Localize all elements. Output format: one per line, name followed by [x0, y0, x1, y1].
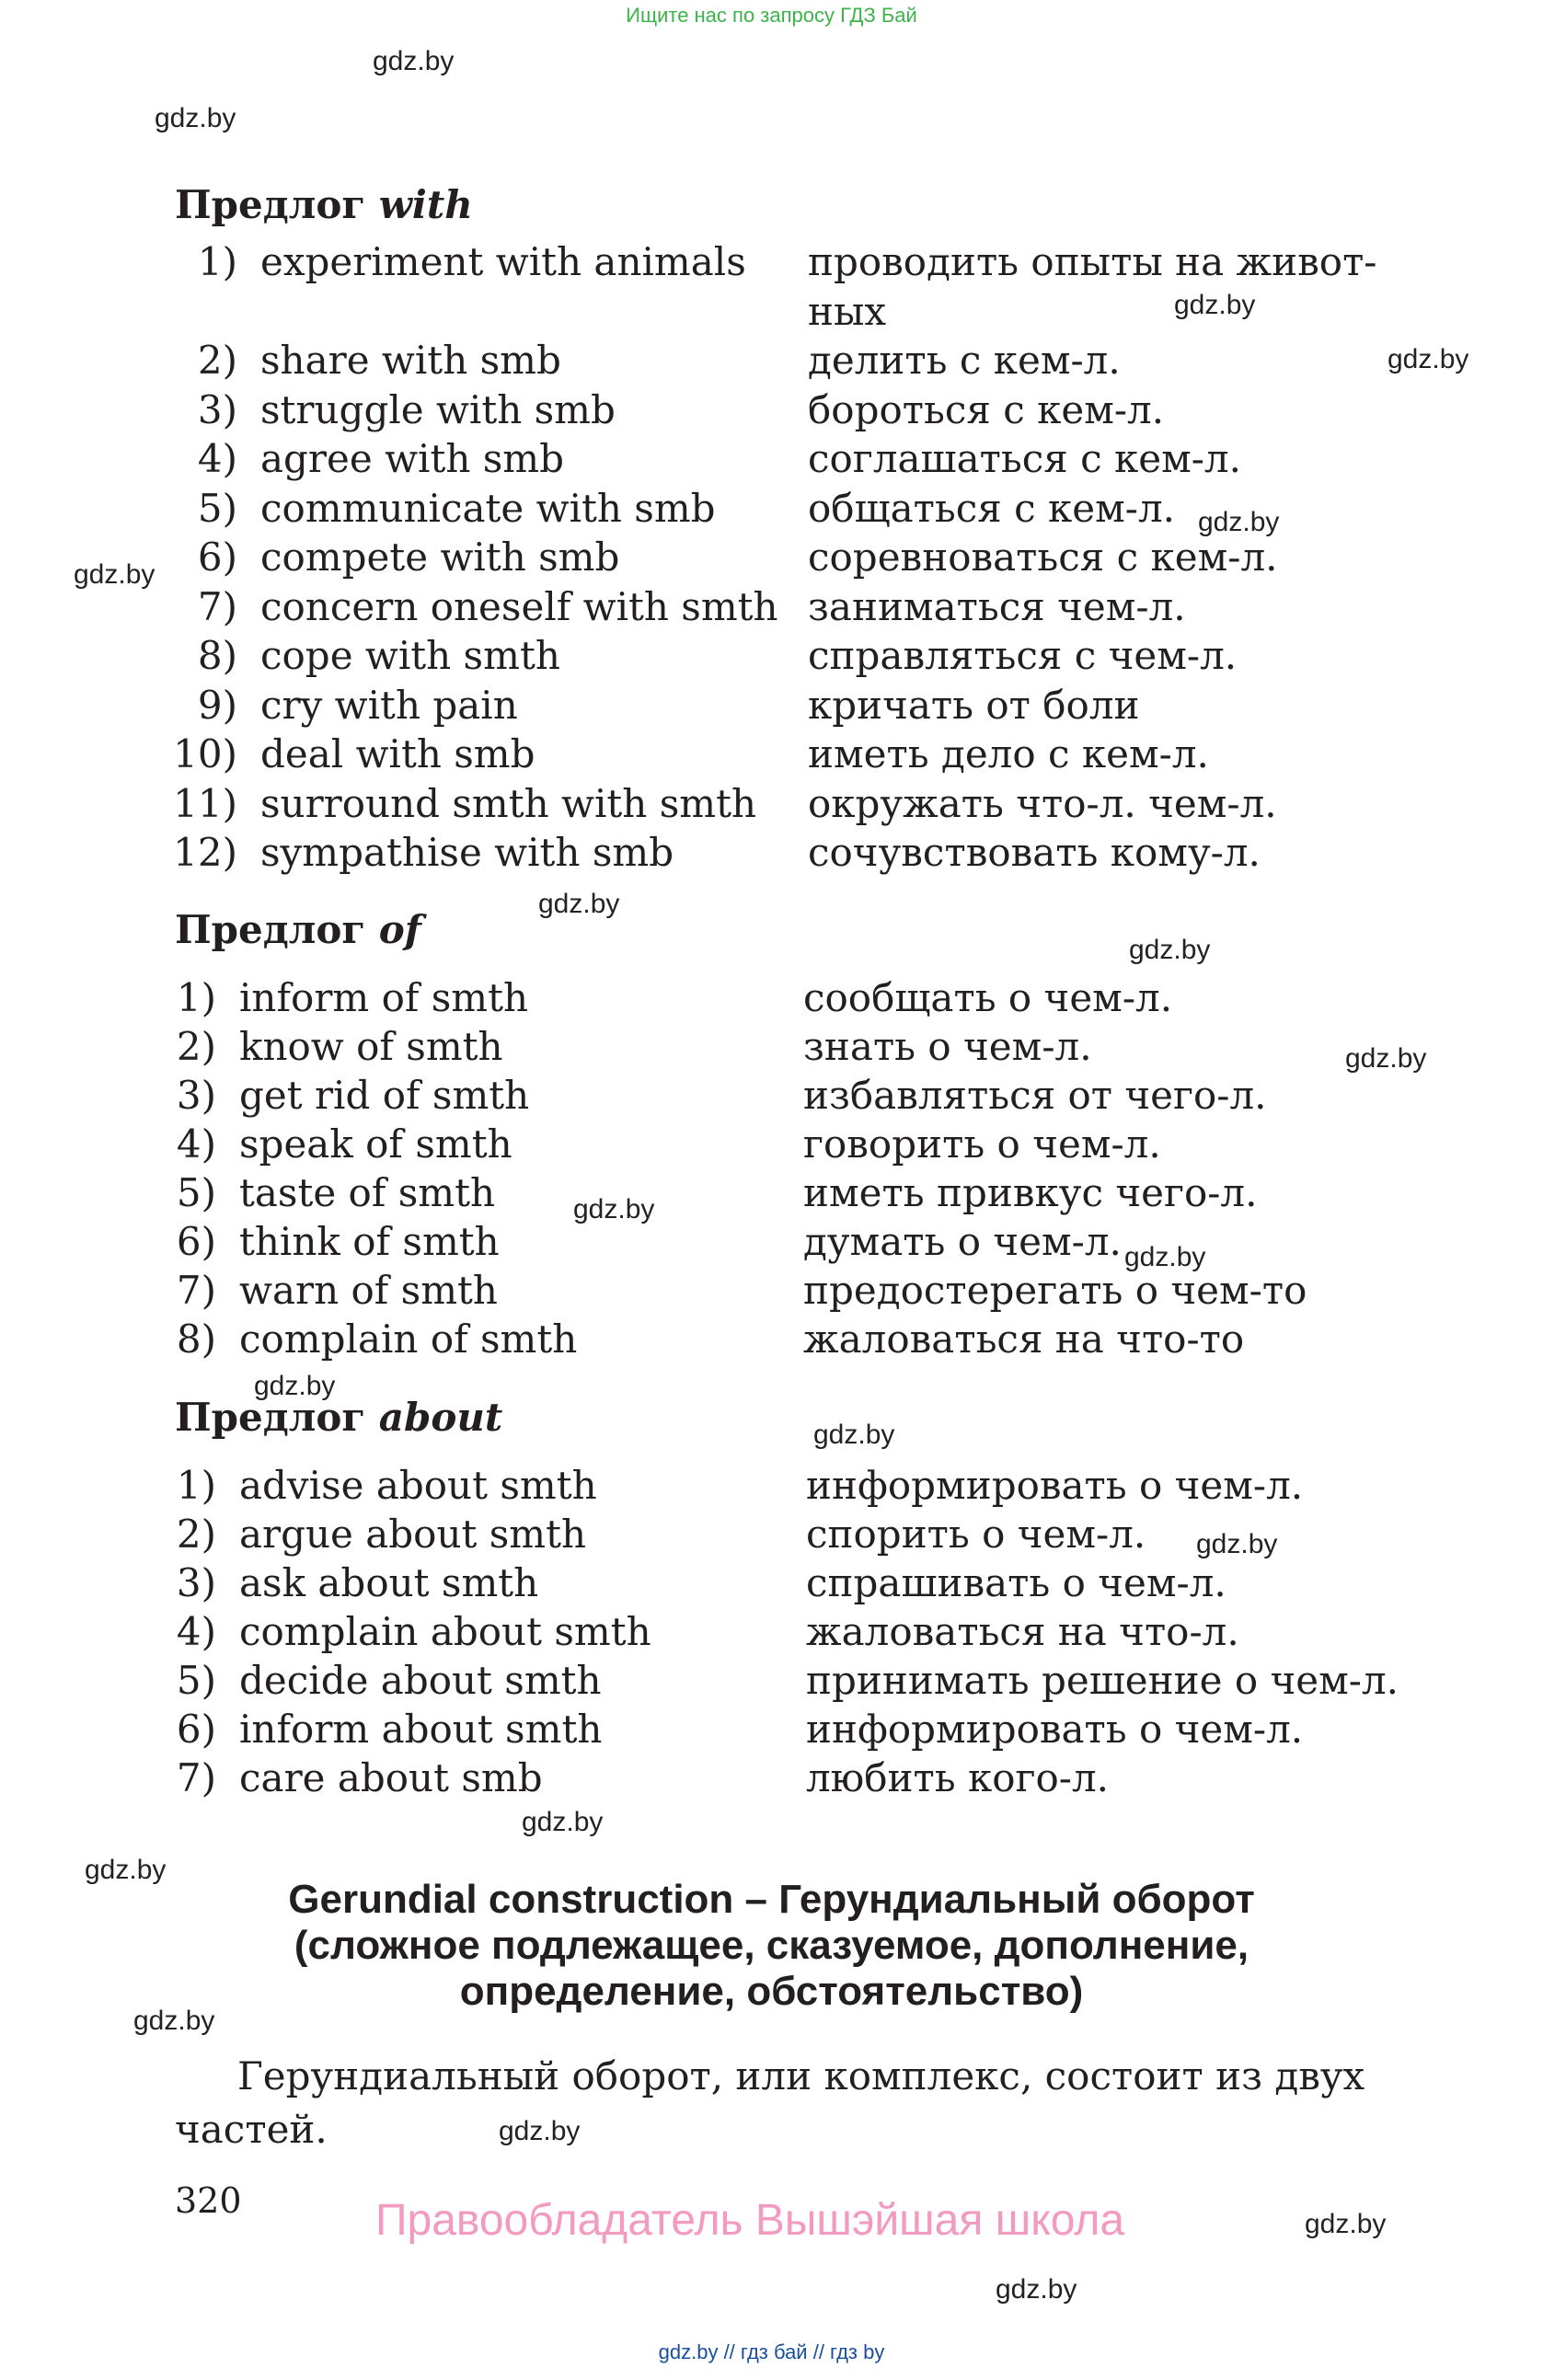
- item-number: 7): [176, 1755, 216, 1800]
- item-number: 4): [176, 1609, 216, 1654]
- watermark: gdz.by: [1124, 1242, 1206, 1272]
- watermark: gdz.by: [1345, 1043, 1427, 1074]
- item-number: 11): [173, 780, 237, 826]
- item-russian: спрашивать о чем-л.: [806, 1560, 1226, 1605]
- section-heading-of: Предлог of: [175, 907, 421, 952]
- section-title-line-3: определение, обстоятельство): [459, 1969, 1084, 2014]
- item-english: decide about smth: [239, 1658, 602, 1703]
- paragraph-line-2: частей.: [175, 2107, 328, 2152]
- item-russian: окружать что-л. чем-л.: [808, 780, 1277, 826]
- watermark: gdz.by: [155, 103, 236, 133]
- item-english: sympathise with smb: [260, 830, 674, 875]
- item-russian: общаться с кем-л.: [808, 485, 1175, 531]
- item-russian: заниматься чем-л.: [808, 583, 1186, 629]
- watermark: gdz.by: [573, 1194, 655, 1224]
- watermark: gdz.by: [522, 1807, 604, 1837]
- item-number: 7): [176, 1268, 216, 1313]
- item-number: 4): [176, 1121, 216, 1167]
- watermark: gdz.by: [1388, 344, 1469, 374]
- item-number: 3): [176, 1560, 216, 1605]
- item-number: 2): [176, 1024, 216, 1069]
- item-russian: иметь привкус чего-л.: [803, 1170, 1258, 1215]
- item-english: ask about smth: [239, 1560, 539, 1605]
- watermark: gdz.by: [813, 1420, 895, 1450]
- item-russian: предостерегать о чем-то: [803, 1268, 1307, 1313]
- item-english: complain of smth: [239, 1316, 578, 1362]
- item-russian: делить с кем-л.: [808, 338, 1121, 383]
- item-number: 3): [176, 1073, 216, 1118]
- copyright: Правообладатель Вышэйшая школа: [375, 2196, 1125, 2245]
- item-russian: жаловаться на что-то: [803, 1316, 1245, 1362]
- item-english: advise about smth: [239, 1463, 597, 1508]
- item-number: 3): [197, 386, 237, 432]
- item-russian: принимать решение о чем-л.: [806, 1658, 1399, 1703]
- item-english: concern oneself with smth: [260, 583, 778, 629]
- item-number: 2): [197, 338, 237, 383]
- item-number: 1): [197, 239, 237, 284]
- watermark: gdz.by: [1198, 507, 1280, 537]
- item-russian: кричать от боли: [808, 682, 1140, 728]
- item-english: communicate with smb: [260, 485, 716, 531]
- watermark: gdz.by: [133, 2006, 215, 2036]
- watermark: gdz.by: [74, 559, 155, 590]
- item-english: surround smth with smth: [260, 780, 757, 826]
- item-russian: знать о чем-л.: [803, 1024, 1092, 1069]
- item-english: struggle with smb: [260, 386, 616, 432]
- item-number: 8): [176, 1316, 216, 1362]
- item-russian: думать о чем-л.: [803, 1219, 1122, 1264]
- section-heading-with: Предлог with: [175, 182, 473, 227]
- section-title-line-2: (сложное подлежащее, сказуемое, дополнение,: [294, 1923, 1249, 1968]
- item-russian: избавляться от чего-л.: [803, 1073, 1267, 1118]
- item-english: inform about smth: [239, 1707, 603, 1752]
- item-russian: справляться с чем-л.: [808, 633, 1238, 678]
- item-number: 6): [197, 535, 237, 580]
- item-english: taste of smth: [239, 1170, 496, 1215]
- item-russian: информировать о чем-л.: [806, 1707, 1304, 1752]
- item-number: 5): [176, 1170, 216, 1215]
- item-number: 8): [197, 633, 237, 678]
- watermark: gdz.by: [85, 1855, 167, 1885]
- page-number: 320: [175, 2180, 242, 2221]
- item-number: 7): [197, 583, 237, 629]
- item-number: 10): [173, 731, 237, 776]
- watermark: gdz.by: [499, 2116, 581, 2146]
- watermark: gdz.by: [254, 1371, 336, 1401]
- item-english: complain about smth: [239, 1609, 651, 1654]
- item-russian: информировать о чем-л.: [806, 1463, 1304, 1508]
- item-russian: сочувствовать кому-л.: [808, 830, 1261, 875]
- item-english: cry with pain: [260, 682, 518, 728]
- watermark: gdz.by: [373, 46, 455, 76]
- footer-links[interactable]: gdz.by // гдз бай // гдз by: [658, 2340, 885, 2363]
- item-number: 2): [176, 1512, 216, 1557]
- watermark: gdz.by: [1196, 1529, 1278, 1559]
- watermark: gdz.by: [1129, 935, 1211, 965]
- item-number: 6): [176, 1707, 216, 1752]
- item-russian: проводить опыты на живот-: [808, 239, 1377, 284]
- section-heading-about: Предлог about: [175, 1395, 503, 1440]
- item-number: 9): [197, 682, 237, 728]
- item-number: 5): [197, 485, 237, 531]
- item-russian: говорить о чем-л.: [803, 1121, 1161, 1167]
- item-number: 5): [176, 1658, 216, 1703]
- item-english: agree with smb: [260, 436, 564, 481]
- item-english: experiment with animals: [260, 239, 746, 284]
- item-number: 1): [176, 975, 216, 1020]
- item-english: share with smb: [260, 338, 561, 383]
- item-number: 12): [173, 830, 237, 875]
- item-russian: иметь дело с кем-л.: [808, 731, 1209, 776]
- item-number: 4): [197, 436, 237, 481]
- item-english: inform of smth: [239, 975, 529, 1020]
- item-russian: любить кого-л.: [806, 1755, 1110, 1800]
- item-english: get rid of smth: [239, 1073, 530, 1118]
- item-russian: жаловаться на что-л.: [806, 1609, 1239, 1654]
- item-russian: бороться с кем-л.: [808, 386, 1165, 432]
- item-english: warn of smth: [239, 1268, 498, 1313]
- item-english: care about smb: [239, 1755, 543, 1800]
- watermark: gdz.by: [1305, 2209, 1387, 2239]
- item-english: think of smth: [239, 1219, 500, 1264]
- paragraph-line-1: Герундиальный оборот, или комплекс, состоит из двух: [237, 2053, 1365, 2098]
- item-english: deal with smb: [260, 731, 535, 776]
- item-english: compete with smb: [260, 535, 620, 580]
- item-russian-continued: ных: [808, 288, 887, 334]
- item-english: know of smth: [239, 1024, 503, 1069]
- item-russian: соглашаться с кем-л.: [808, 436, 1241, 481]
- item-number: 6): [176, 1219, 216, 1264]
- item-number: 1): [176, 1463, 216, 1508]
- item-english: speak of smth: [239, 1121, 512, 1167]
- item-english: argue about smth: [239, 1512, 587, 1557]
- item-english: cope with smth: [260, 633, 560, 678]
- section-title-line-1: Gerundial construction – Герундиальный оборот: [288, 1877, 1255, 1922]
- top-banner[interactable]: Ищите нас по запросу ГДЗ Бай: [626, 4, 917, 27]
- item-russian: соревноваться с кем-л.: [808, 535, 1278, 580]
- item-russian: спорить о чем-л.: [806, 1512, 1146, 1557]
- watermark: gdz.by: [538, 889, 620, 919]
- watermark: gdz.by: [996, 2274, 1077, 2305]
- watermark: gdz.by: [1174, 290, 1256, 320]
- item-russian: сообщать о чем-л.: [803, 975, 1173, 1020]
